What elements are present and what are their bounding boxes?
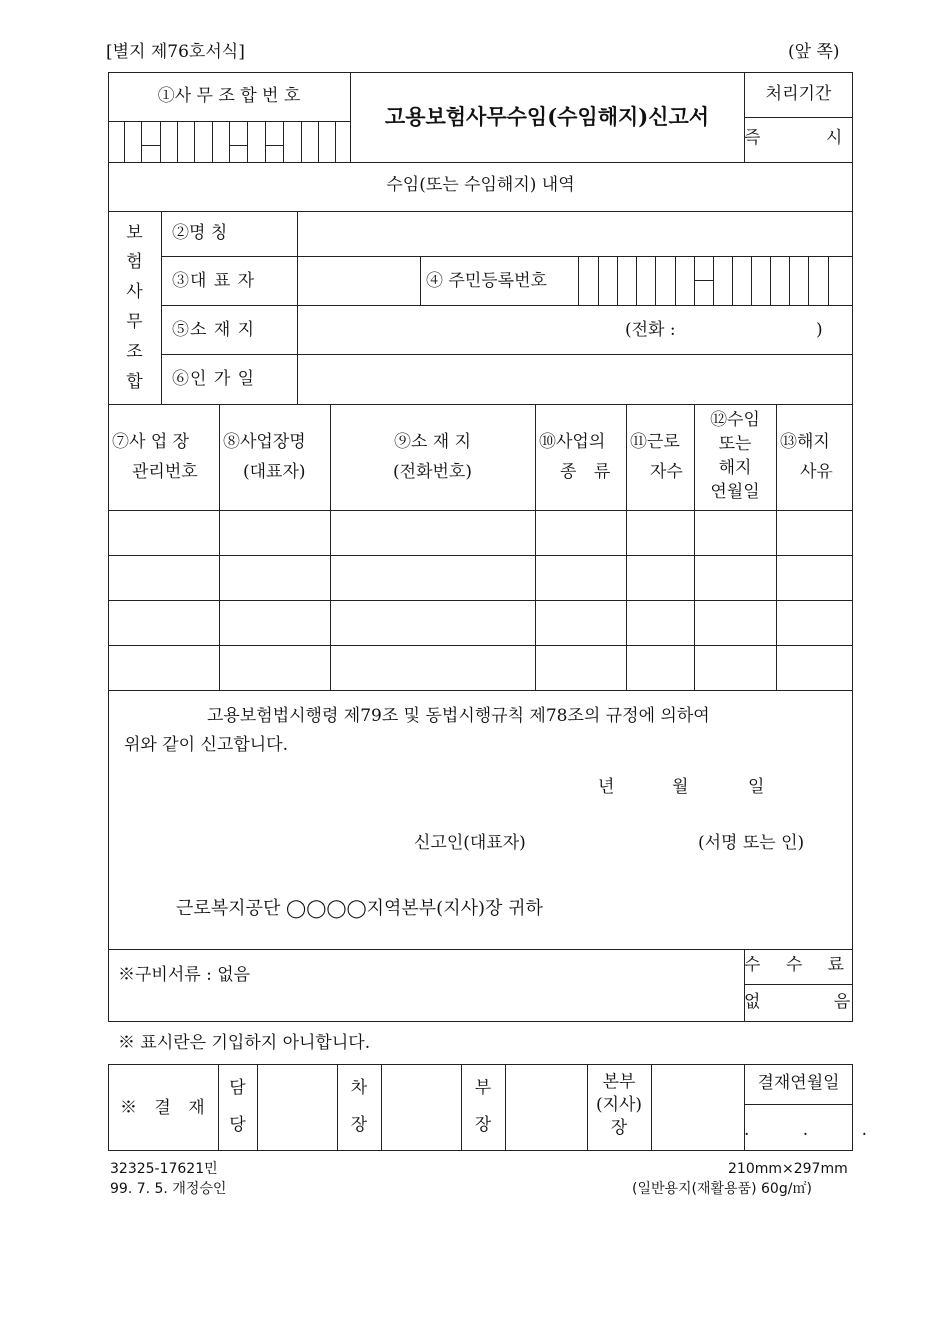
- col-header-workers-2: 자수: [650, 462, 683, 482]
- approval-cell-label: 당: [229, 1115, 246, 1135]
- col-header-address-2: (전화번호): [393, 462, 472, 482]
- group-char: 무: [126, 312, 143, 332]
- col-header-biz-name-2: (대표자): [243, 462, 306, 482]
- paper-type: (일반용지(재활용품) 60g/㎡): [632, 1181, 812, 1197]
- insurer-group-label: [108, 211, 161, 404]
- approval-cell-label: 담: [229, 1078, 246, 1098]
- col-header-biz-name: ⑧사업장명: [223, 432, 306, 452]
- required-documents: ※구비서류 : 없음: [118, 965, 251, 985]
- processing-period-value: 즉 시: [744, 128, 873, 148]
- group-char: 조: [126, 342, 143, 362]
- col-header-address: ⑨소 재 지: [393, 432, 472, 452]
- paper-size: 210mm×297mm: [728, 1161, 848, 1177]
- group-char: 사: [126, 282, 143, 302]
- col-header-mgmt-no: ⑦사 업 장: [112, 432, 190, 452]
- form-code: 32325-17621민: [110, 1161, 218, 1177]
- col-header-reason: ⑬해지: [780, 432, 830, 452]
- form-number: [별지 제76호서식]: [106, 42, 245, 62]
- col-header-biz-type: ⑩사업의: [539, 432, 606, 452]
- date-month: 월: [672, 777, 689, 797]
- phone-label: (전화 :: [625, 320, 676, 340]
- table-row[interactable]: [108, 556, 853, 600]
- recipient: 근로복지공단 ◯◯◯◯지역본부(지사)장 귀하: [176, 898, 543, 919]
- representative-label: ③대 표 자: [172, 271, 256, 291]
- approval-label: ※ 결 재: [120, 1098, 211, 1118]
- approval-date-field[interactable]: [298, 355, 852, 404]
- approval-cell-label: 장: [610, 1118, 628, 1138]
- address-label: ⑤소 재 지: [172, 320, 256, 340]
- form-title: 고용보험사무수임(수임해지)신고서: [384, 104, 710, 129]
- approval-cell-label: (지사): [595, 1095, 643, 1115]
- approval-date-label: ⑥인 가 일: [172, 369, 256, 389]
- col-header-date-4: 연월일: [710, 482, 760, 502]
- col-header-workers: ⑪근로: [630, 432, 680, 452]
- representative-field[interactable]: [298, 257, 419, 305]
- approval-cell-label: 본부: [602, 1072, 636, 1092]
- phone-close: ): [816, 320, 823, 340]
- approval-date-label: 결재연월일: [757, 1073, 840, 1093]
- col-header-biz-type-2: 종 류: [560, 462, 617, 482]
- approval-sign-box[interactable]: [652, 1065, 744, 1150]
- address-field[interactable]: [298, 306, 852, 354]
- col-header-reason-2: 사유: [800, 462, 833, 482]
- col-header-date-2: 또는: [718, 434, 752, 454]
- revision-note: 99. 7. 5. 개정승인: [110, 1181, 227, 1197]
- approval-cell-label: 장: [350, 1115, 368, 1135]
- approval-sign-box[interactable]: [506, 1065, 587, 1150]
- processing-period-label: 처리기간: [765, 84, 832, 104]
- fee-label: 수 수 료: [744, 955, 855, 975]
- approval-sign-box[interactable]: [258, 1065, 337, 1150]
- declaration-line2: 위와 같이 신고합니다.: [124, 735, 289, 755]
- group-char: 보: [126, 223, 143, 243]
- col-header-date: ⑫수임: [710, 410, 760, 430]
- signature-label: (서명 또는 인): [698, 833, 805, 853]
- documents-block: [108, 949, 885, 1022]
- approval-cell-label: 부: [474, 1078, 492, 1098]
- approval-cell-label: 차: [350, 1078, 368, 1098]
- rrn-label: ④ 주민등록번호: [426, 271, 547, 291]
- name-label: ②명 칭: [172, 223, 228, 243]
- table-row[interactable]: [108, 646, 853, 690]
- approval-cell-label: 장: [474, 1115, 492, 1135]
- table-row[interactable]: [108, 511, 853, 555]
- union-number-label: ①사 무 조 합 번 호: [157, 86, 301, 106]
- reporter-name-field[interactable]: [560, 828, 690, 858]
- col-header-date-3: 해지: [718, 458, 752, 478]
- reporter-label: 신고인(대표자): [414, 833, 526, 853]
- group-char: 합: [126, 372, 143, 392]
- approval-date-value: . . .: [744, 1120, 892, 1140]
- note: ※ 표시란은 기입하지 아니합니다.: [118, 1033, 371, 1053]
- fee-value: 없 음: [744, 992, 885, 1012]
- declaration-line1: 고용보험법시행령 제79조 및 동법시행규칙 제78조의 규정에 의하여: [207, 706, 710, 726]
- date-year: 년: [598, 777, 615, 797]
- col-header-mgmt-no-2: 관리번호: [132, 462, 198, 482]
- union-number-boxes[interactable]: [108, 121, 350, 163]
- section-title: 수임(또는 수임해지) 내역: [386, 175, 575, 195]
- approval-sign-box[interactable]: [382, 1065, 461, 1150]
- rrn-boxes[interactable]: [578, 256, 853, 305]
- business-table-body: [108, 511, 853, 690]
- name-field[interactable]: [298, 212, 852, 256]
- page-side: (앞 쪽): [788, 42, 840, 62]
- table-row[interactable]: [108, 601, 853, 645]
- group-char: 험: [126, 252, 143, 272]
- date-day: 일: [748, 777, 765, 797]
